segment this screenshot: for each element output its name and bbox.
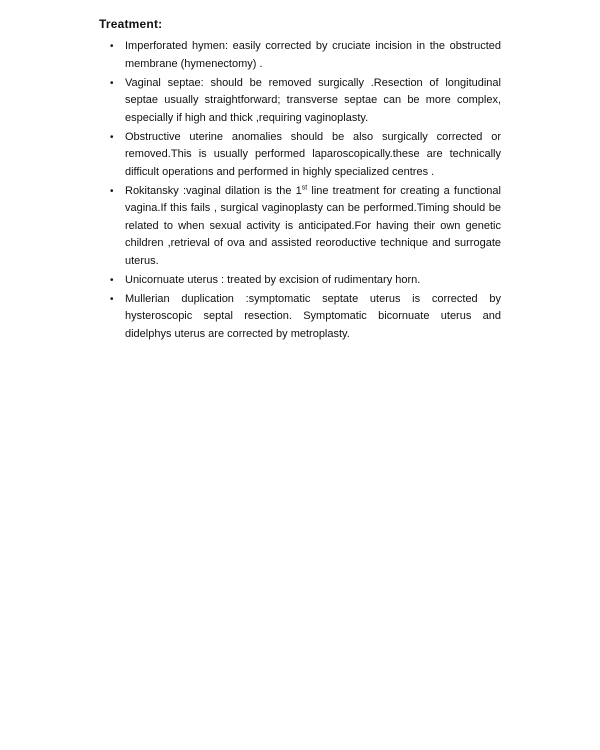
bullet-icon: •: [110, 41, 114, 52]
list-item-text: Vaginal septae: should be removed surgically .Resection of longitudinal septae usually straightforward; transverse septae can be more complex, especially if high and thick ,requiring vaginoplasty.: [125, 76, 501, 124]
section-heading: Treatment:: [99, 17, 163, 31]
list-item-obstructive-anomalies: [110, 129, 501, 182]
treatment-list: [110, 38, 501, 345]
list-item-rokitansky: [110, 183, 501, 271]
superscript-ordinal: st: [301, 183, 308, 191]
bullet-icon: •: [110, 185, 114, 197]
list-item-imperforated-hymen: [110, 38, 501, 73]
list-item-text: Unicornuate uterus : treated by excision of rudimentary horn.: [125, 273, 421, 286]
list-item-unicornuate: [110, 272, 501, 290]
list-item-text: Imperforated hymen: easily corrected by cruciate incision in the obstructed membrane (hymenectomy) .: [125, 40, 501, 70]
list-item-text: Mullerian duplication :symptomatic septate uterus is corrected by hysteroscopic septal resection. Symptomatic bicornuate uterus and didelphys uterus are corrected by metroplasty.: [125, 292, 501, 340]
list-item-mullerian-duplication: [110, 291, 501, 344]
bullet-icon: •: [110, 77, 114, 89]
list-item-text-before: Rokitansky :vaginal dilation is the 1: [125, 184, 302, 197]
list-item-text-after: line treatment for creating a functional vagina.If this fails , surgical vaginoplasty can be performed.Timing should be related to when sexual activity is anticipated.For having their own genetic children ,retrieval of ova and assisted reoroductive technique and surrogate uterus.: [125, 184, 501, 267]
list-item-vaginal-septae: [110, 75, 501, 128]
bullet-icon: •: [110, 131, 114, 143]
list-item-text: Obstructive uterine anomalies should be also surgically corrected or removed.This is usually performed laparoscopically.these are technically difficult operations and performed in highly specialized centres .: [125, 130, 501, 178]
bullet-icon: •: [110, 274, 114, 286]
bullet-icon: •: [110, 293, 114, 305]
